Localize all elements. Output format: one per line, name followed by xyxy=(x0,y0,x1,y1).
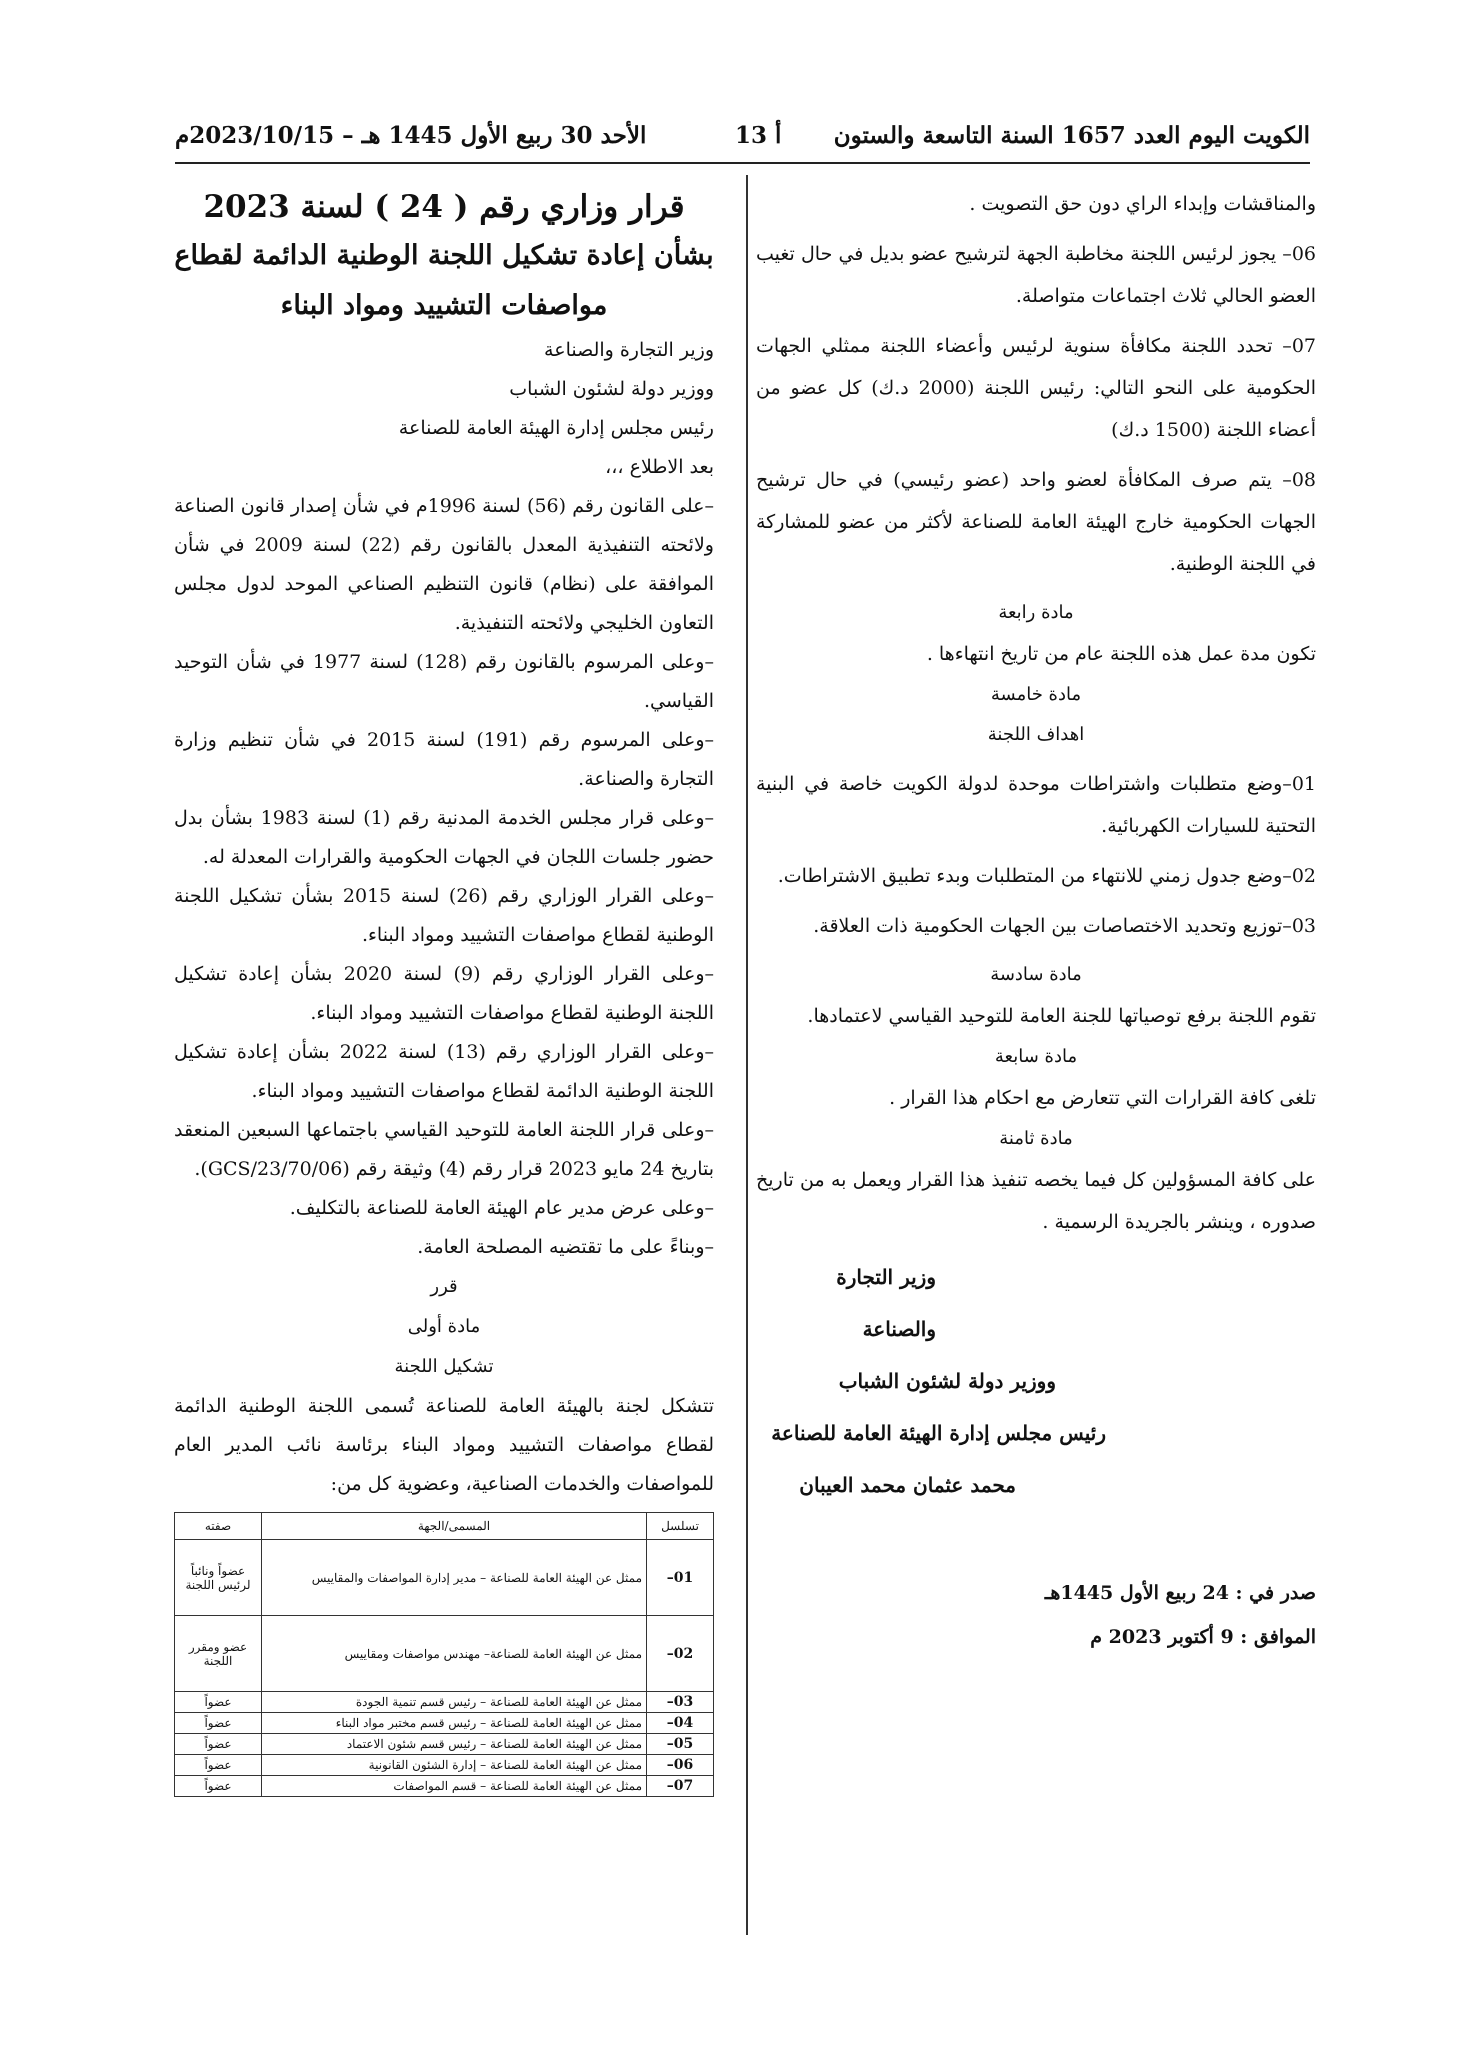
row-seq: 06– xyxy=(647,1755,714,1776)
section-heading: اهداف اللجنة xyxy=(987,724,1085,745)
table-row xyxy=(175,1713,714,1734)
decree-subtitle: مواصفات التشييد ومواد البناء xyxy=(280,290,608,321)
issuer-line: رئيس مجلس إدارة الهيئة العامة للصناعة xyxy=(398,417,714,439)
signatory-title: رئيس مجلس إدارة الهيئة العامة للصناعة xyxy=(771,1421,1106,1445)
row-name: ممثل عن الهيئة العامة للصناعة – مدير إدارة المواصفات والمقاييس xyxy=(262,1540,647,1616)
recital: –وعلى القرار الوزاري رقم (9) لسنة 2020 بشأن إعادة تشكيل اللجنة الوطنية لقطاع مواصفات التشييد ومواد البناء. xyxy=(174,963,715,1024)
row-name: ممثل عن الهيئة العامة للصناعة – قسم المواصفات xyxy=(262,1776,647,1797)
article-text: تكون مدة عمل هذه اللجنة عام من تاريخ انتهاءها . xyxy=(926,643,1316,665)
row-role: عضواً xyxy=(175,1776,262,1797)
row-role: عضواً ونائباً لرئيس اللجنة xyxy=(175,1540,262,1616)
table-row xyxy=(175,1540,714,1616)
table-row xyxy=(175,1755,714,1776)
right-column xyxy=(756,183,1316,1659)
goal-01: 01–وضع متطلبات واشتراطات موحدة لدولة الكويت خاصة في البنية التحتية للسيارات الكهربائية. xyxy=(756,773,1316,837)
row-role: عضواً xyxy=(175,1755,262,1776)
article-text: على كافة المسؤولين كل فيما يخصه تنفيذ هذا القرار ويعمل به من تاريخ صدوره ، وينشر بالجريدة الرسمية . xyxy=(756,1169,1316,1233)
row-seq: 07– xyxy=(647,1776,714,1797)
article-heading: مادة سادسة xyxy=(990,964,1082,985)
row-role: عضو ومقرر اللجنة xyxy=(175,1616,262,1692)
recital: –وعلى القرار الوزاري رقم (13) لسنة 2022 بشأن إعادة تشكيل اللجنة الوطنية الدائمة لقطاع مواصفات التشييد ومواد البناء. xyxy=(174,1041,715,1102)
row-name: ممثل عن الهيئة العامة للصناعة – رئيس قسم مختبر مواد البناء xyxy=(262,1713,647,1734)
signatory-title: وزير التجارة والصناعة xyxy=(836,1265,936,1341)
page-header xyxy=(175,118,1310,164)
table-row xyxy=(175,1692,714,1713)
clause-08: 08– يتم صرف المكافأة لعضو واحد (عضو رئيسي) في حال ترشيح الجهات الحكومية خارج الهيئة العامة للصناعة لأكثر من عضو للمشاركة في اللجنة الوطنية. xyxy=(756,469,1316,575)
row-name: ممثل عن الهيئة العامة للصناعة – رئيس قسم شئون الاعتماد xyxy=(262,1734,647,1755)
recital: –وعلى قرار اللجنة العامة للتوحيد القياسي باجتماعها السبعين المنعقد بتاريخ 24 مايو 2023 قرار رقم (4) وثيقة رقم (GCS/23/70/06). xyxy=(174,1119,714,1180)
committee-table xyxy=(174,1512,714,1797)
article-heading: مادة أولى xyxy=(407,1316,481,1337)
column-header-name: المسمى/الجهة xyxy=(262,1513,647,1540)
column-header-seq: تسلسل xyxy=(647,1513,714,1540)
row-role: عضواً xyxy=(175,1734,262,1755)
table-header-row xyxy=(175,1513,714,1540)
row-role: عضواً xyxy=(175,1692,262,1713)
recital: –وبناءً على ما تقتضيه المصلحة العامة. xyxy=(417,1236,714,1258)
recital: –وعلى القرار الوزاري رقم (26) لسنة 2015 بشأن تشكيل اللجنة الوطنية لقطاع مواصفات التشييد ومواد البناء. xyxy=(174,885,714,946)
paragraph: والمناقشات وإبداء الراي دون حق التصويت . xyxy=(969,193,1316,215)
article-heading: مادة سابعة xyxy=(994,1046,1078,1067)
page-number: أ 13 xyxy=(735,122,782,149)
table-row xyxy=(175,1734,714,1755)
clause-06: 06– يجوز لرئيس اللجنة مخاطبة الجهة لترشيح عضو بديل في حال تغيب العضو الحالي ثلاث اجتماعات متواصلة. xyxy=(756,243,1316,307)
row-name: ممثل عن الهيئة العامة للصناعة– مهندس مواصفات ومقاييس xyxy=(262,1616,647,1692)
header-date: الأحد 30 ربيع الأول 1445 هـ – 2023/10/15م xyxy=(175,122,647,149)
row-name: ممثل عن الهيئة العامة للصناعة – إدارة الشئون القانونية xyxy=(262,1755,647,1776)
signatory-title: ووزير دولة لشئون الشباب xyxy=(838,1369,1056,1393)
recital: –وعلى المرسوم بالقانون رقم (128) لسنة 1977 في شأن التوحيد القياسي. xyxy=(174,651,714,712)
issuer-line: وزير التجارة والصناعة xyxy=(544,339,714,361)
decided-heading: قرر xyxy=(430,1276,458,1297)
decree-subtitle: بشأن إعادة تشكيل اللجنة الوطنية الدائمة لقطاع xyxy=(174,240,714,271)
goal-03: 03–توزيع وتحديد الاختصاصات بين الجهات الحكومية ذات العلاقة. xyxy=(813,915,1316,937)
row-seq: 03– xyxy=(647,1692,714,1713)
article-heading: مادة خامسة xyxy=(990,684,1082,705)
row-name: ممثل عن الهيئة العامة للصناعة – رئيس قسم تنمية الجودة xyxy=(262,1692,647,1713)
row-seq: 04– xyxy=(647,1713,714,1734)
gregorian-date: الموافق : 9 أكتوبر 2023 م xyxy=(1090,1626,1316,1648)
row-seq: 01– xyxy=(647,1540,714,1616)
column-header-role: صفته xyxy=(175,1513,262,1540)
table-row xyxy=(175,1616,714,1692)
row-role: عضواً xyxy=(175,1713,262,1734)
article-heading: مادة ثامنة xyxy=(999,1128,1073,1149)
article-heading: مادة رابعة xyxy=(998,602,1074,623)
signatory-name: محمد عثمان محمد العيبان xyxy=(799,1473,1016,1497)
issue-date: صدر في : 24 ربيع الأول 1445هـ xyxy=(1044,1582,1316,1604)
article-text: تلغى كافة القرارات التي تتعارض مع احكام هذا القرار . xyxy=(889,1087,1316,1109)
table-row xyxy=(175,1776,714,1797)
recital: –وعلى المرسوم رقم (191) لسنة 2015 في شأن تنظيم وزارة التجارة والصناعة. xyxy=(174,729,714,790)
goal-02: 02–وضع جدول زمني للانتهاء من المتطلبات وبدء تطبيق الاشتراطات. xyxy=(777,865,1316,887)
decree-title: قرار وزاري رقم ( 24 ) لسنة 2023 xyxy=(203,189,685,225)
column-divider xyxy=(746,175,748,1935)
clause-07: 07– تحدد اللجنة مكافأة سنوية لرئيس وأعضاء اللجنة ممثلي الجهات الحكومية على النحو التالي: رئيس اللجنة (2000 د.ك) كل عضو من أعضاء اللجنة (1500 د.ك) xyxy=(756,335,1316,441)
recital: –على القانون رقم (56) لسنة 1996م في شأن إصدار قانون الصناعة ولائحته التنفيذية المعدل بالقانون رقم (22) لسنة 2009 في شأن الموافقة على (نظام) قانون التنظيم الصناعي الموحد لدول مجلس التعاون الخليجي ولائحته التنفيذية. xyxy=(174,495,714,634)
formation-text: تتشكل لجنة بالهيئة العامة للصناعة تُسمى اللجنة الوطنية الدائمة لقطاع مواصفات التشييد ومواد البناء برئاسة نائب المدير العام للمواصفات والخدمات الصناعية، وعضوية كل من: xyxy=(174,1395,714,1495)
row-seq: 05– xyxy=(647,1734,714,1755)
issuer-line: ووزير دولة لشئون الشباب xyxy=(509,378,714,400)
header-issue: الكويت اليوم العدد 1657 السنة التاسعة والستون xyxy=(833,122,1310,149)
recital: –وعلى عرض مدير عام الهيئة العامة للصناعة بالتكليف. xyxy=(289,1197,714,1219)
recital: –وعلى قرار مجلس الخدمة المدنية رقم (1) لسنة 1983 بشأن بدل حضور جلسات اللجان في الجهات الحكومية والقرارات المعدلة له. xyxy=(174,807,715,868)
section-heading: تشكيل اللجنة xyxy=(394,1356,494,1377)
preamble: بعد الاطلاع ،،، xyxy=(605,456,714,478)
left-column xyxy=(174,183,714,1797)
row-seq: 02– xyxy=(647,1616,714,1692)
article-text: تقوم اللجنة برفع توصياتها للجنة العامة للتوحيد القياسي لاعتمادها. xyxy=(807,1005,1316,1027)
